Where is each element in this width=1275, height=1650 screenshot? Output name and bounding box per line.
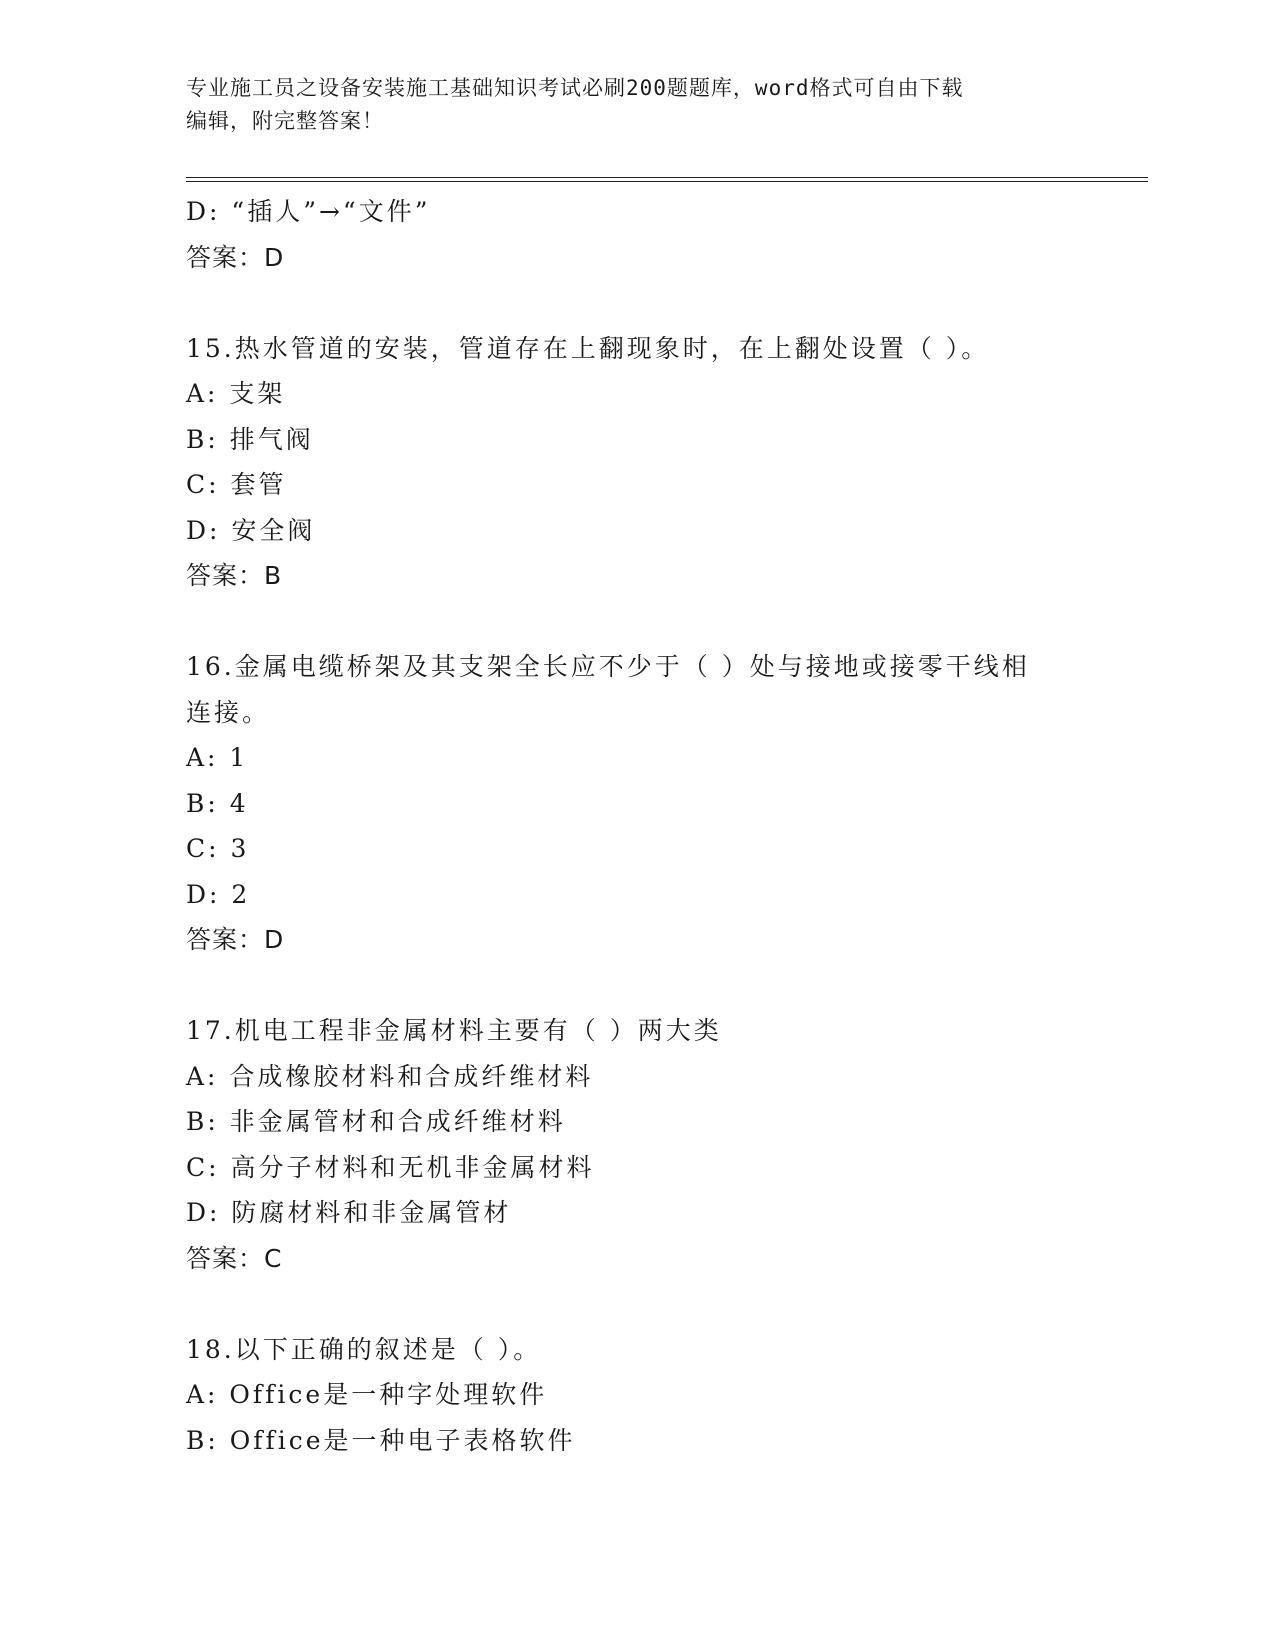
question-15: [186, 326, 1086, 599]
carryover-answer: 答案：D: [186, 242, 285, 272]
question-stem: 17.机电工程非金属材料主要有（ ）两大类: [186, 1016, 722, 1045]
header-divider-bottom: [186, 181, 1148, 182]
option-d: D: 防腐材料和非金属管材: [186, 1198, 512, 1227]
option-c: C: 高分子材料和无机非金属材料: [186, 1152, 595, 1182]
option-d: D: 安全阀: [186, 515, 316, 545]
option-a: A: Office是一种字处理软件: [186, 1380, 548, 1409]
question-stem: 15.热水管道的安装，管道存在上翻现象时，在上翻处设置（ ）。: [186, 333, 990, 363]
option-a: A: 支架: [186, 379, 286, 408]
question-list: [186, 189, 1086, 1463]
option-a: A: 1: [186, 743, 249, 772]
question-16: [186, 644, 1086, 963]
option-b: B: 排气阀: [186, 424, 314, 454]
document-header: [186, 72, 1086, 138]
header-title-line1: 专业施工员之设备安装施工基础知识考试必刷200题题库，word格式可自由下载: [186, 76, 964, 100]
header-divider-top: [186, 177, 1148, 178]
question-18: [186, 1327, 1086, 1464]
question-stem: 18.以下正确的叙述是（ ）。: [186, 1334, 542, 1364]
answer: 答案：D: [186, 925, 285, 954]
option-a: A: 合成橡胶材料和合成纤维材料: [186, 1061, 594, 1091]
question-17: [186, 1008, 1086, 1281]
option-b: B: 非金属管材和合成纤维材料: [186, 1107, 566, 1136]
option-c: C: 套管: [186, 470, 287, 499]
question-stem-line1: 16.金属电缆桥架及其支架全长应不少于（ ）处与接地或接零干线相: [186, 652, 1030, 681]
option-c: C: 3: [186, 834, 250, 863]
answer: 答案：B: [186, 561, 283, 590]
option-b: B: Office是一种电子表格软件: [186, 1425, 576, 1455]
header-title-line2: 编辑，附完整答案！: [186, 109, 384, 133]
option-d: D: 2: [186, 879, 251, 909]
carryover-option-d: D: “插人”→“文件”: [186, 197, 431, 226]
question-stem-line2: 连接。: [186, 697, 271, 727]
option-b: B: 4: [186, 788, 249, 818]
answer: 答案：C: [186, 1243, 283, 1273]
